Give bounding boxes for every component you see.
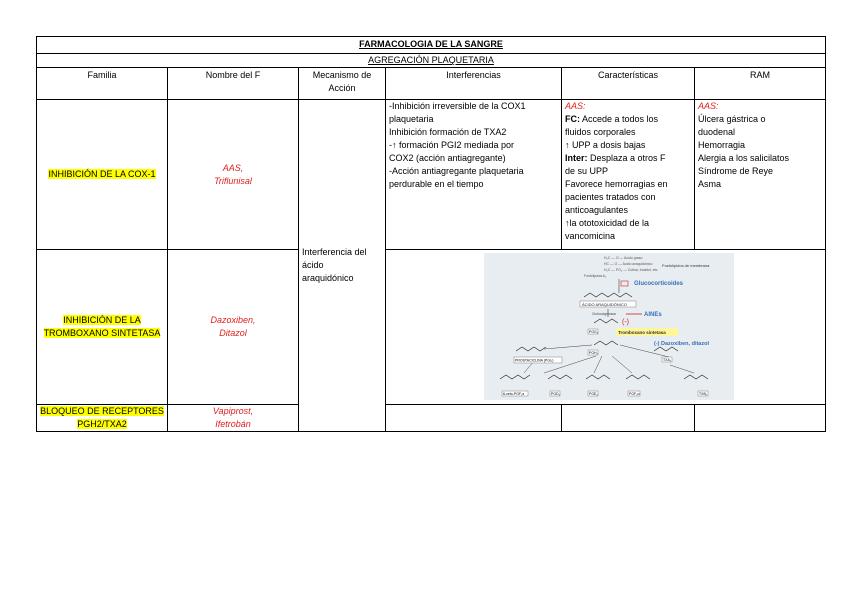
fc-text: Accede a todos los xyxy=(580,114,659,124)
characteristic-line: fluidos corporales xyxy=(565,127,636,137)
interference-line: -Acción antiagregante plaquetaria xyxy=(389,166,524,176)
header-ram: RAM xyxy=(695,68,826,100)
pge2-molecule xyxy=(586,375,610,379)
pgi2-molecule xyxy=(516,347,546,351)
membrane-marker xyxy=(621,281,628,286)
ram-line: Síndrome de Reye xyxy=(698,166,774,176)
characteristic-line: de su UPP xyxy=(565,166,609,176)
keto-label: 6-ceto-PGF₁α xyxy=(503,392,525,396)
glucocorticoides-label: Glucocorticoides xyxy=(634,281,684,287)
characteristic-line: ↑ UPP a dosis bajas xyxy=(565,140,646,150)
drug-cell xyxy=(168,405,299,432)
arachidonic-molecule xyxy=(584,293,632,297)
family-label: BLOQUEO DE RECEPTORES xyxy=(40,406,164,416)
ram-line: duodenal xyxy=(698,127,736,137)
keto-molecule xyxy=(500,375,530,379)
minus-label: (-) xyxy=(622,319,629,326)
inter-label: Inter: xyxy=(565,153,588,163)
mechanism-cell xyxy=(299,100,386,432)
aines-label: AINEs xyxy=(644,312,662,318)
ram-heading: AAS: xyxy=(698,101,719,111)
mechanism-text: Interferencia del xyxy=(302,247,367,257)
interferences-cell xyxy=(386,405,562,432)
family-label: INHIBICIÓN DE LA xyxy=(63,315,141,325)
pgg2-molecule xyxy=(594,319,618,323)
characteristic-line: anticoagulantes xyxy=(565,205,629,215)
interference-line: plaquetaria xyxy=(389,114,434,124)
table-row xyxy=(37,100,826,250)
fosfolipidos-label: Fosfolípidos de membrana xyxy=(662,263,710,268)
ram-line: Hemorragia xyxy=(698,140,746,150)
family-cell xyxy=(37,100,168,250)
txb2-label: TXB₂ xyxy=(699,392,708,396)
drug-name: AAS, xyxy=(222,162,244,173)
ram-line: Asma xyxy=(698,179,722,189)
pgd2-molecule xyxy=(548,375,572,379)
family-label: TROMBOXANO SINTETASA xyxy=(43,328,161,338)
sintetasa-label: Tromboxano sintetasa xyxy=(618,330,666,335)
pgf2-molecule xyxy=(626,375,650,379)
family-label: PGH2/TXA2 xyxy=(77,419,127,429)
pgg2-label: PGG₂ xyxy=(589,330,599,334)
ram-line: Alergia a los salicilatos xyxy=(698,153,790,163)
svg-text:HC — O — Ácido araquidónico: HC — O — Ácido araquidónico xyxy=(604,262,653,266)
svg-text:H₂C — O — Ácido graso: H₂C — O — Ácido graso xyxy=(604,256,643,260)
pathway-cell xyxy=(386,250,826,405)
header-mecanismo: Mecanismo de Acción xyxy=(299,68,386,100)
ram-cell xyxy=(695,100,826,250)
drug-name: Dazoxiben, xyxy=(210,315,256,325)
ciclooxigenasa-label: Ciclooxigenasa xyxy=(592,312,616,316)
svg-text:Fosfolipasa A₂: Fosfolipasa A₂ xyxy=(584,274,607,278)
pgh2-label: PGH₂ xyxy=(589,351,598,355)
ram-line: Úlcera gástrica o xyxy=(698,114,766,124)
characteristics-cell xyxy=(562,405,695,432)
pgf2-label: PGF₂α xyxy=(629,392,640,396)
ram-cell xyxy=(695,405,826,432)
drug-name: Ditazol xyxy=(219,328,247,338)
pge2-label: PGE₂ xyxy=(589,392,598,396)
pgh2-molecule xyxy=(594,341,618,345)
interference-line: Inhibición formación de TXA2 xyxy=(389,127,507,137)
svg-text:H₂C — PO₄ — Colina, Inositol,: H₂C — PO₄ — Colina, Inositol, etc. xyxy=(604,268,659,272)
family-cell xyxy=(37,250,168,405)
family-cell xyxy=(37,405,168,432)
characteristics-cell xyxy=(562,100,695,250)
table-subtitle: AGREGACIÓN PLAQUETARIA xyxy=(37,54,826,68)
interference-line: perdurable en el tiempo xyxy=(389,179,484,189)
table-row xyxy=(37,405,826,432)
interference-line: -↑ formación PGI2 mediada por xyxy=(389,140,515,150)
characteristic-line: pacientes tratados con xyxy=(565,192,656,202)
txa2-molecule xyxy=(654,347,678,351)
table-row xyxy=(37,250,826,405)
header-caracteristicas: Características xyxy=(562,68,695,100)
characteristic-line: Favorece hemorragias en xyxy=(565,179,668,189)
drug-cell xyxy=(168,250,299,405)
header-interferencias: Interferencias xyxy=(386,68,562,100)
drug-name: Ifetrobán xyxy=(215,419,251,429)
pharmacology-table xyxy=(36,36,826,432)
interference-line: -Inhibición irreversible de la COX1 xyxy=(389,101,526,111)
table-title: FARMACOLOGIA DE LA SANGRE xyxy=(37,37,826,54)
mechanism-text: araquidónico xyxy=(302,273,354,283)
drug-name: Triflunisal xyxy=(214,175,252,186)
inhibitors-label: (-) Dazoxiben, ditazol xyxy=(654,341,709,347)
txb2-molecule xyxy=(684,375,708,379)
family-label: INHIBICIÓN DE LA COX-1 xyxy=(48,169,156,179)
characteristics-heading: AAS: xyxy=(565,101,586,111)
drug-name: Vapiprost, xyxy=(212,406,254,416)
characteristic-line: vancomicina xyxy=(565,231,616,241)
inter-text: Desplaza a otros F xyxy=(587,153,666,163)
characteristic-line: ↑la ototoxicidad de la xyxy=(565,218,650,228)
prostaciclina-label: PROSTACICLINA (PGI₂) xyxy=(515,358,554,363)
interference-line: COX2 (acción antiagregante) xyxy=(389,153,506,163)
interferences-cell xyxy=(386,100,562,250)
fc-label: FC: xyxy=(565,114,580,124)
acido-label: ÁCIDO ARAQUIDÓNICO xyxy=(582,302,627,307)
header-nombre: Nombre del F xyxy=(168,68,299,100)
txa2-label: TXA₂ xyxy=(663,358,672,362)
drug-cell xyxy=(168,100,299,250)
pgd2-label: PGD₂ xyxy=(551,392,560,396)
arachidonic-pathway-diagram xyxy=(484,253,734,400)
header-familia: Familia xyxy=(37,68,168,100)
mechanism-text: ácido xyxy=(302,260,324,270)
